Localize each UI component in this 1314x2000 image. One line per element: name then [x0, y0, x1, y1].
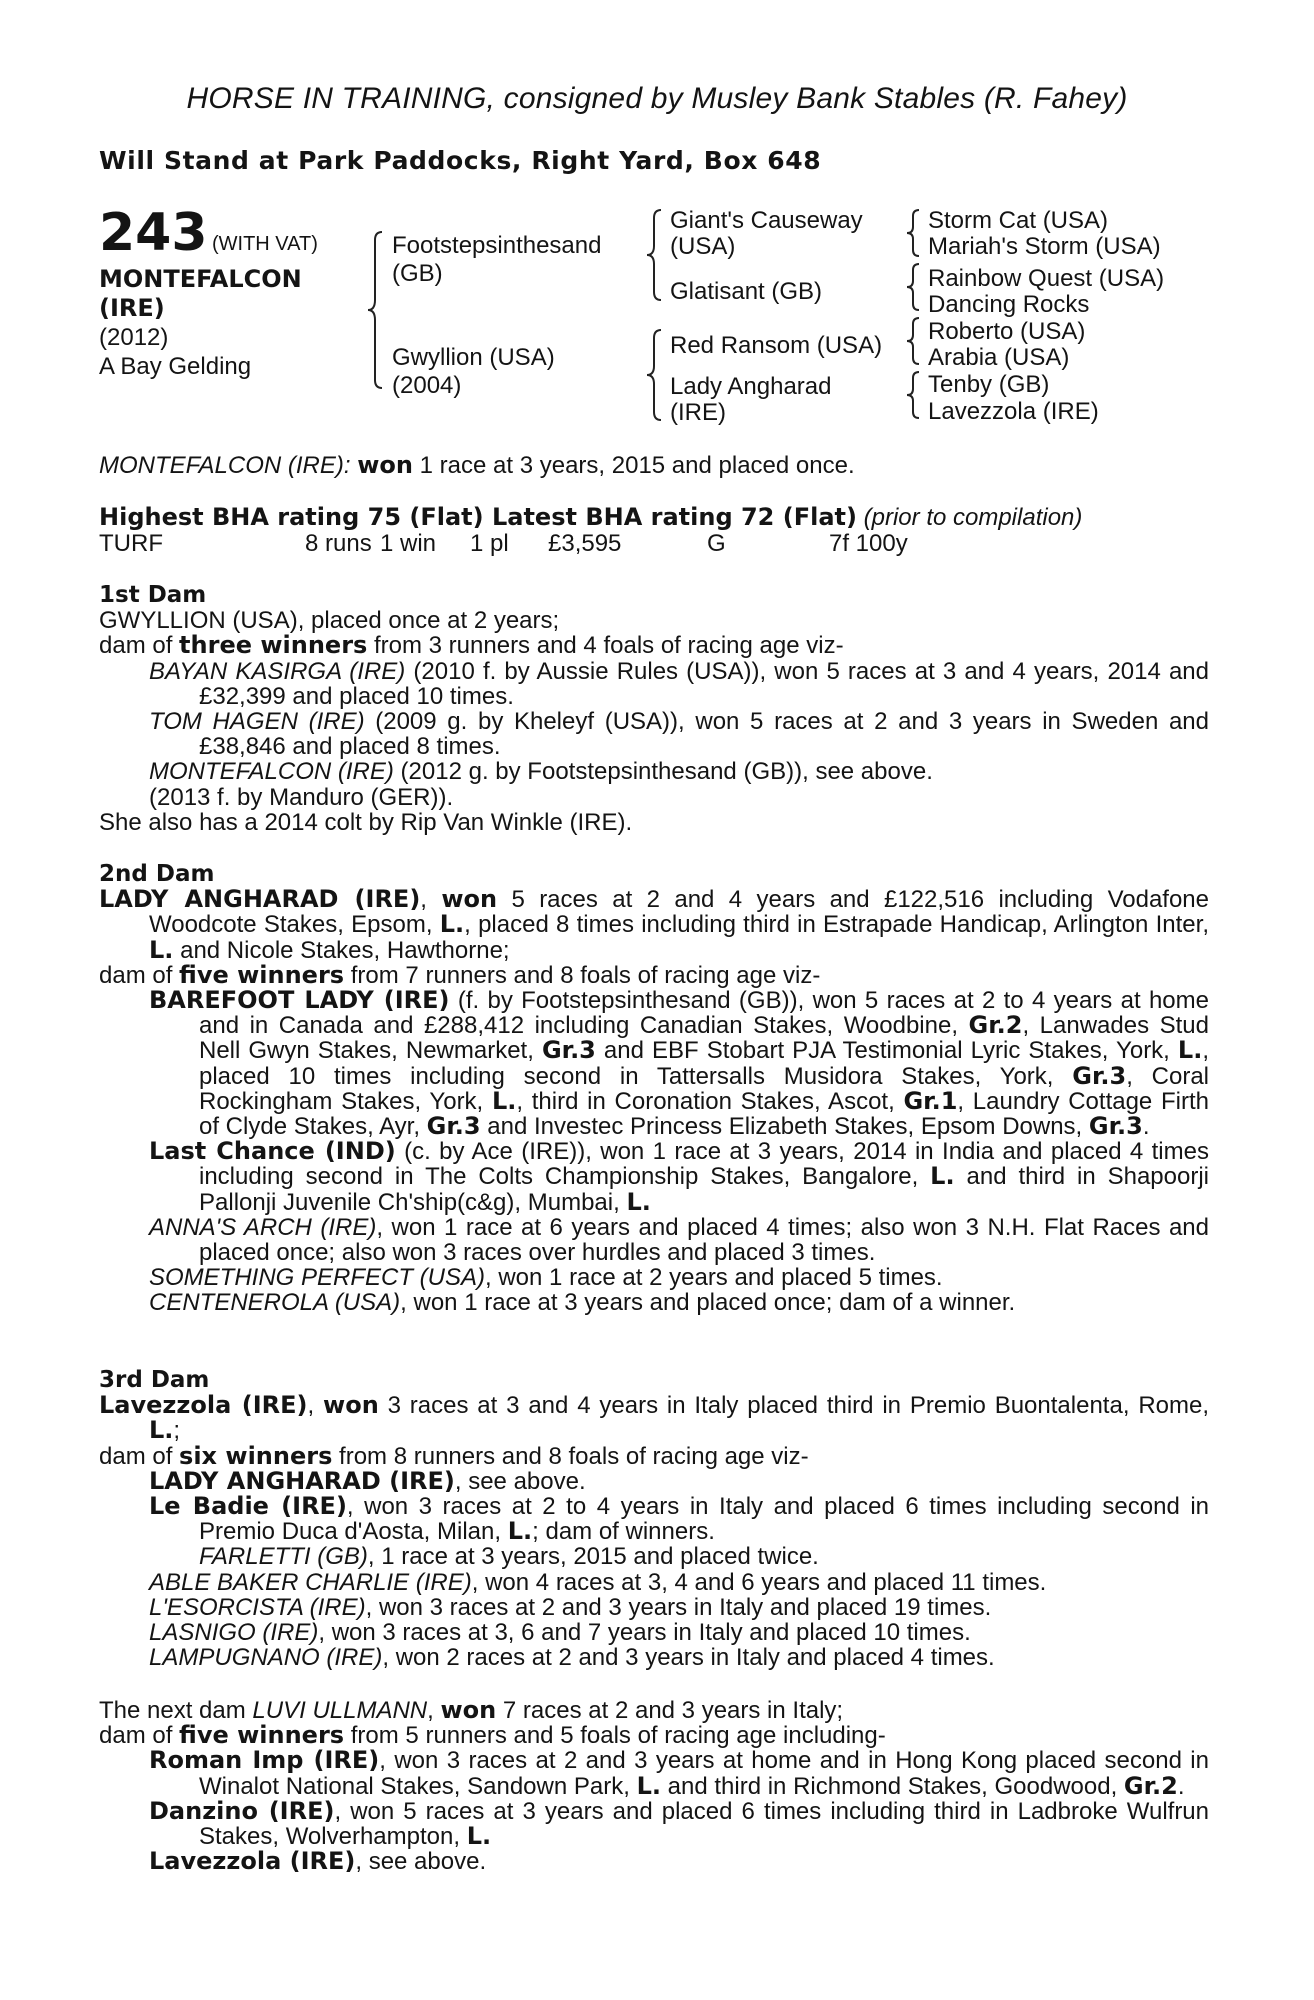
lot-number: 243 — [99, 203, 208, 263]
next-dam-record: The next dam LUVI ULLMANN, won 7 races at 2 and 3 years in Italy; — [99, 1696, 844, 1724]
sire-sire-line2: (USA) — [670, 233, 736, 260]
record-runs: 8 runs — [305, 530, 372, 557]
sire-dam: Glatisant (GB) — [670, 278, 823, 305]
first-dam-title: 1st Dam — [99, 582, 207, 608]
offspring-barefoot-lady: BAREFOOT LADY (IRE) (f. by Footstepsinthesand (GB)), won 5 races at 2 to 4 years at home and in Canada and £288,412 including Canadian Stakes, Woodbine, Gr.2, Lanwades Stud Nell Gwyn Stakes, Newmarket, Gr.3 and EBF Stobart PJA Testimonial Lyric Stakes, York, L., placed 10 times including second in Tattersalls Musidora Stakes, York, Gr.3, Coral Rockingham Stakes, York, L., third in Coronation Stakes, Ascot, Gr.1, Laundry Cottage Firth of Clyde Stakes, Ayr, Gr.3 and Investec Princess Elizabeth Stakes, Epsom Downs, Gr.3. — [149, 986, 1210, 1141]
foaling-year: (2012) — [99, 324, 169, 351]
offspring-roman-imp: Roman Imp (IRE), won 3 races at 2 and 3 years at home and in Hong Kong placed second in Winalot National Stakes, Sandown Park, L. and third in Richmond Stakes, Goodwood, Gr.2. — [149, 1746, 1209, 1800]
dam-line2: (2004) — [392, 372, 462, 399]
pedigree-brace-sire — [645, 208, 665, 302]
vat-note: (WITH VAT) — [212, 233, 318, 255]
first-dam-record: GWYLLION (USA), placed once at 2 years; — [99, 607, 560, 635]
third-dam-record: Lavezzola (IRE), won 3 races at 3 and 4 years in Italy placed third in Premio Buontalenta, Rome, L.; — [99, 1391, 1210, 1445]
bha-ratings: Highest BHA rating 75 (Flat) Latest BHA rating 72 (Flat) (prior to compilation) — [99, 503, 1083, 531]
ancestor-ddd: Lavezzola (IRE) — [928, 398, 1099, 425]
offspring-able-baker-charlie: ABLE BAKER CHARLIE (IRE), won 4 races at 3, 4 and 6 years and placed 11 times. — [149, 1568, 1047, 1596]
record-earnings: £3,595 — [548, 530, 622, 557]
second-dam-section — [99, 862, 1209, 1316]
pedigree-brace-sd — [905, 262, 923, 312]
pedigree-brace-ds — [905, 316, 923, 366]
sire-line1: Footstepsinthesand — [392, 232, 602, 259]
ancestor-sss: Storm Cat (USA) — [928, 207, 1109, 234]
offspring-lasnigo: LASNIGO (IRE), won 3 races at 3, 6 and 7 years in Italy and placed 10 times. — [149, 1619, 971, 1647]
lot-info — [99, 205, 339, 381]
dam-dam-line2: (IRE) — [670, 399, 726, 426]
first-dam-produce: dam of three winners from 3 runners and 4 foals of racing age viz- — [99, 631, 844, 660]
first-dam-note: She also has a 2014 colt by Rip Van Winkle (IRE). — [99, 808, 633, 836]
record-wins: 1 win — [380, 530, 437, 557]
offspring-tom-hagen: TOM HAGEN (IRE) (2009 g. by Kheleyf (USA)), won 5 races at 2 and 3 years in Sweden and £38,846 and placed 8 times. — [149, 708, 1209, 761]
pedigree-brace-main — [366, 230, 386, 390]
offspring-lavezzola: Lavezzola (IRE), see above. — [149, 1847, 487, 1876]
race-summary: MONTEFALCON (IRE): won 1 race at 3 years, 2015 and placed once. — [99, 451, 855, 479]
horse-name-line1: MONTEFALCON — [99, 265, 302, 293]
ancestor-sds: Rainbow Quest (USA) — [928, 265, 1165, 292]
dam-line1: Gwyllion (USA) — [392, 344, 555, 371]
horse-description: A Bay Gelding — [99, 353, 252, 380]
sire-line2: (GB) — [392, 260, 443, 287]
record-going: G — [707, 530, 726, 557]
ancestor-sdd: Dancing Rocks — [928, 291, 1090, 318]
consignor-heading: HORSE IN TRAINING, consigned by Musley Bank Stables (R. Fahey) — [186, 82, 1128, 115]
offspring-something-perfect: SOMETHING PERFECT (USA), won 1 race at 2 years and placed 5 times. — [149, 1264, 943, 1292]
pedigree-brace-ss — [905, 208, 923, 258]
offspring-2013-filly: (2013 f. by Manduro (GER)). — [149, 783, 454, 811]
pedigree-brace-dd — [905, 370, 923, 420]
offspring-last-chance: Last Chance (IND) (c. by Ace (IRE)), won 1 race at 3 years, 2014 in India and placed 4 times including second in The Colts Championship Stakes, Bangalore, L. and third in Shapoorji Pallonji Juvenile Ch'ship(c&g), Mumbai, L. — [149, 1137, 1210, 1216]
offspring-bayan-kasirga: BAYAN KASIRGA (IRE) (2010 f. by Aussie Rules (USA)), won 5 races at 3 and 4 years, 2014 and £32,399 and placed 10 times. — [149, 657, 1209, 710]
pedigree-brace-dam — [645, 328, 665, 422]
third-dam-section — [99, 1368, 1209, 1670]
second-dam-title: 2nd Dam — [99, 861, 215, 887]
third-dam-title: 3rd Dam — [99, 1367, 210, 1393]
grandoffspring-farletti: FARLETTI (GB), 1 race at 3 years, 2015 and placed twice. — [199, 1543, 819, 1571]
record-placed: 1 pl — [470, 530, 509, 557]
ancestor-dds: Tenby (GB) — [928, 371, 1050, 398]
offspring-lesorcista: L'ESORCISTA (IRE), won 3 races at 2 and 3 years in Italy and placed 19 times. — [149, 1593, 992, 1621]
dam-sire: Red Ransom (USA) — [670, 332, 883, 359]
record-surface: TURF — [99, 530, 163, 557]
stand-location: Will Stand at Park Paddocks, Right Yard, Box 648 — [99, 146, 822, 175]
second-dam-produce: dam of five winners from 7 runners and 8 foals of racing age viz- — [99, 960, 821, 989]
offspring-danzino: Danzino (IRE), won 5 races at 3 years and placed 6 times including third in Ladbroke Wulfrun Stakes, Wolverhampton, L. — [149, 1796, 1210, 1851]
next-dam-section — [99, 1698, 1209, 1874]
next-dam-produce: dam of five winners from 5 runners and 5 foals of racing age including- — [99, 1721, 886, 1750]
ancestor-dsd: Arabia (USA) — [928, 344, 1070, 371]
ancestor-ssd: Mariah's Storm (USA) — [928, 233, 1161, 260]
offspring-centenerola: CENTENEROLA (USA), won 1 race at 3 years and placed once; dam of a winner. — [149, 1289, 1016, 1317]
third-dam-produce: dam of six winners from 8 runners and 8 foals of racing age viz- — [99, 1441, 809, 1470]
first-dam-section — [99, 583, 1209, 835]
offspring-montefalcon: MONTEFALCON (IRE) (2012 g. by Footstepsinthesand (GB)), see above. — [149, 758, 933, 786]
horse-name-line2: (IRE) — [99, 294, 165, 322]
offspring-le-badie: Le Badie (IRE), won 3 races at 2 to 4 years in Italy and placed 6 times including second in Premio Duca d'Aosta, Milan, L.; dam of winners. — [149, 1492, 1209, 1546]
record-distance: 7f 100y — [829, 530, 908, 557]
offspring-annas-arch: ANNA'S ARCH (IRE), won 1 race at 6 years and placed 4 times; also won 3 N.H. Flat Races and placed once; also won 3 races over hurdles and placed 3 times. — [149, 1213, 1209, 1267]
ancestor-dss: Roberto (USA) — [928, 318, 1086, 345]
offspring-lady-angharad: LADY ANGHARAD (IRE), see above. — [149, 1466, 586, 1495]
offspring-lampugnano: LAMPUGNANO (IRE), won 2 races at 2 and 3 years in Italy and placed 4 times. — [149, 1644, 995, 1672]
sire-sire-line1: Giant's Causeway — [670, 207, 863, 234]
second-dam-record: LADY ANGHARAD (IRE), won 5 races at 2 and 4 years and £122,516 including Vodafone Woodcote Stakes, Epsom, L., placed 8 times including third in Estrapade Handicap, Arlington Inter, L. and Nicole Stakes, Hawthorne; — [99, 885, 1210, 964]
dam-dam-line1: Lady Angharad — [670, 373, 832, 400]
